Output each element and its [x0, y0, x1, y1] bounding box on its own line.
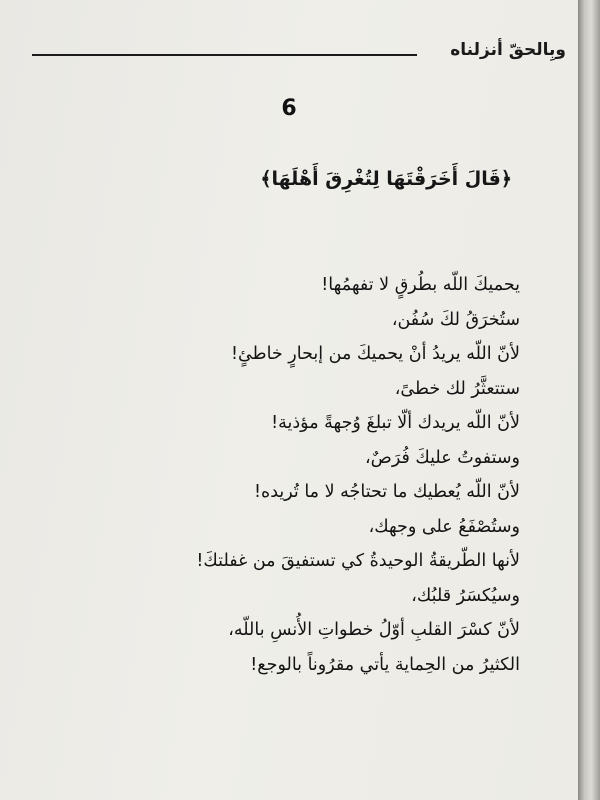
poem-line: وستفوتُ عليكَ فُرَصٌ، — [365, 447, 520, 468]
header-rule — [32, 54, 417, 56]
poem-line: يحميكَ اللّه بطُرقٍ لا تفهمُها! — [321, 275, 520, 295]
poem-line: لأنّ اللّه يريدُ أنْ يحميكَ من إبحارٍ خاطئٍ! — [231, 344, 520, 364]
chapter-verse: ﴿قَالَ أَخَرَقْتَهَا لِتُغْرِقَ أَهْلَهَا﴾ — [260, 168, 512, 190]
poem-line: الكثيرُ من الحِماية يأتي مقرُوناً بالوجع! — [250, 654, 520, 675]
poem-line: لأنّ اللّه يريدك ألّا تبلغَ وُجهةً مؤذية! — [271, 413, 520, 433]
book-page-edge — [578, 0, 600, 800]
poem-line: وستُصْفَعُ على وجهك، — [368, 516, 520, 537]
poem-line: ستُخرَقُ لكَ سُفُن، — [391, 309, 520, 330]
running-header — [32, 38, 566, 68]
poem-line: لأنها الطّريقةُ الوحيدةُ كي تستفيقَ من غفلتكَ! — [196, 551, 520, 571]
poem-line: وسيُكسَرُ قلبُك، — [411, 585, 520, 606]
poem-line: ستتعثَّرُ لك خطىً، — [394, 378, 520, 399]
poem-line: لأنّ اللّه يُعطيك ما تحتاجُه لا ما تُريده! — [254, 482, 520, 502]
chapter-number: 6 — [281, 96, 297, 121]
poem-line: لأنّ كسْرَ القلبِ أوّلُ خطواتِ الأُنسِ باللّه، — [228, 620, 520, 640]
running-title: وبِالحقّ أنزلناه — [450, 40, 566, 60]
poem — [40, 268, 520, 682]
